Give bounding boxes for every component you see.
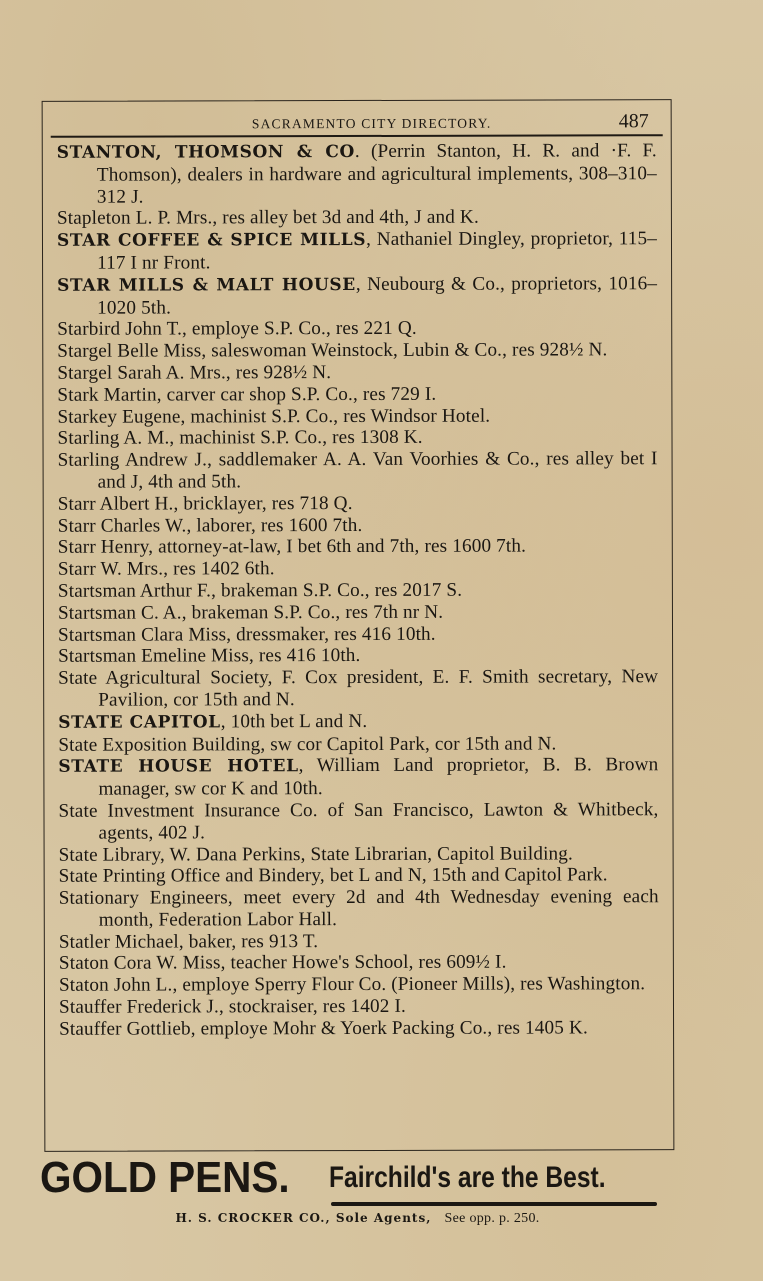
- entry-text: , William Land proprietor, B. B. Brown manager, sw cor K and 10th.: [98, 754, 659, 800]
- entry-text: Stapleton L. P. Mrs., res alley bet 3d and 4th, J and K.: [56, 207, 479, 230]
- directory-entry: [58, 710, 658, 734]
- directory-entry: [59, 843, 659, 866]
- entry-text: Starr Henry, attorney-at-law, I bet 6th and 7th, res 1600 7th.: [57, 535, 527, 559]
- directory-entry: [59, 952, 659, 975]
- directory-entry: [57, 405, 657, 428]
- running-head: [51, 112, 663, 138]
- entry-text: State Exposition Building, sw cor Capitol Park, cor 15th and N.: [58, 732, 557, 756]
- entry-bold-name: STATE CAPITOL: [58, 712, 221, 733]
- entry-text: Stargel Belle Miss, saleswoman Weinstock, Lubin & Co., res 928½ N.: [57, 339, 608, 362]
- directory-entry: [58, 579, 658, 602]
- entry-text: Startsman Clara Miss, dressmaker, res 416 10th.: [57, 623, 436, 646]
- entry-text: . (Perrin Stanton, H. R. and ·F. F. Thomson), dealers in hardware and agricultural implements, 308–310–312 J.: [96, 140, 657, 208]
- directory-entry: [57, 383, 657, 406]
- ad-tagline: Fairchild's are the Best.: [329, 1161, 606, 1194]
- directory-entry: [58, 448, 658, 493]
- directory-entry: [58, 623, 658, 646]
- directory-entry: [58, 601, 658, 624]
- directory-entry: [59, 995, 659, 1018]
- directory-entry: [57, 273, 657, 319]
- directory-entry: [59, 886, 659, 931]
- entry-text: , Nathaniel Dingley, proprietor, 115–117 I nr Front.: [97, 228, 658, 274]
- directory-entry: [58, 645, 658, 668]
- entry-bold-name: STATE HOUSE HOTEL: [58, 756, 299, 778]
- directory-entry: [59, 973, 659, 996]
- directory-entry: [58, 536, 658, 559]
- directory-entry: [58, 733, 658, 756]
- directory-entry: [57, 339, 657, 362]
- running-title: SACRAMENTO CITY DIRECTORY.: [251, 115, 492, 132]
- entry-text: Staton Cora W. Miss, teacher Howe's School, res 609½ I.: [58, 952, 507, 975]
- entry-text: Stationary Engineers, meet every 2d and 4th Wednesday evening each month, Federation Labor Hall.: [58, 886, 659, 931]
- entry-bold-name: STANTON, THOMSON & CO: [56, 142, 355, 163]
- directory-entry: [59, 865, 659, 888]
- directory-entry: [59, 930, 659, 953]
- page-frame: [42, 99, 675, 1152]
- page-number: 487: [618, 110, 649, 133]
- directory-entry: [58, 666, 658, 711]
- directory-entry: [57, 140, 657, 208]
- entry-text: Starr Albert H., bricklayer, res 718 Q.: [57, 492, 353, 515]
- entry-text: State Printing Office and Bindery, bet L and N, 15th and Capitol Park.: [58, 864, 608, 888]
- entry-text: Starbird John T., employe S.P. Co., res 221 Q.: [57, 318, 417, 341]
- ad-agents: H. S. CROCKER CO., Sole Agents,: [175, 1211, 432, 1225]
- entry-text: State Investment Insurance Co. of San Francisco, Lawton & Whitbeck, agents, 402 J.: [58, 799, 659, 844]
- directory-entry: [57, 228, 657, 274]
- directory-entry: [57, 427, 657, 450]
- directory-entry: [58, 514, 658, 537]
- entry-text: Startsman Emeline Miss, res 416 10th.: [58, 645, 361, 668]
- entry-text: , 10th bet L and N.: [220, 710, 368, 733]
- entry-text: Statler Michael, baker, res 913 T.: [58, 930, 319, 953]
- entry-text: Starling Andrew J., saddlemaker A. A. Van Voorhies & Co., res alley bet I and J, 4th and 5th.: [57, 448, 658, 493]
- entry-text: State Agricultural Society, F. Cox president, E. F. Smith secretary, New Pavilion, cor 15th and N.: [58, 666, 659, 711]
- entry-text: Startsman Arthur F., brakeman S.P. Co., res 2017 S.: [57, 579, 463, 602]
- entry-text: Stauffer Frederick J., stockraiser, res 1402 I.: [58, 995, 406, 1018]
- directory-entries: [57, 140, 659, 1040]
- entry-text: Staton John L., employe Sperry Flour Co. (Pioneer Mills), res Washington.: [58, 973, 646, 997]
- ad-underline: [331, 1202, 657, 1206]
- directory-entry: [58, 755, 658, 801]
- entry-text: Starr Charles W., laborer, res 1600 7th.: [57, 514, 363, 537]
- directory-entry: [59, 1017, 659, 1040]
- directory-entry: [58, 557, 658, 580]
- advertisement: [40, 1152, 665, 1232]
- entry-text: State Library, W. Dana Perkins, State Librarian, Capitol Building.: [58, 842, 573, 866]
- entry-text: Stargel Sarah A. Mrs., res 928½ N.: [57, 362, 332, 384]
- ad-reference: See opp. p. 250.: [444, 1211, 540, 1226]
- entry-bold-name: STAR MILLS & MALT HOUSE: [57, 274, 356, 296]
- entry-text: Starkey Eugene, machinist S.P. Co., res Windsor Hotel.: [57, 405, 491, 428]
- directory-entry: [58, 799, 658, 844]
- directory-entry: [57, 207, 657, 230]
- ad-headline: GOLD PENS.: [40, 1153, 290, 1202]
- entry-text: Starling A. M., machinist S.P. Co., res 1308 K.: [57, 427, 423, 450]
- entry-text: Stauffer Gottlieb, employe Mohr & Yoerk Packing Co., res 1405 K.: [59, 1017, 588, 1040]
- directory-entry: [57, 361, 657, 384]
- entry-bold-name: STAR COFFEE & SPICE MILLS: [56, 230, 367, 251]
- ad-agents-line: [40, 1211, 665, 1227]
- directory-entry: [57, 318, 657, 341]
- directory-entry: [58, 492, 658, 515]
- entry-text: Stark Martin, carver car shop S.P. Co., res 729 I.: [57, 383, 437, 406]
- entry-text: Starr W. Mrs., res 1402 6th.: [57, 558, 275, 580]
- entry-text: , Neubourg & Co., proprietors, 1016–1020 5th.: [97, 272, 658, 319]
- entry-text: Startsman C. A., brakeman S.P. Co., res 7th nr N.: [57, 601, 444, 624]
